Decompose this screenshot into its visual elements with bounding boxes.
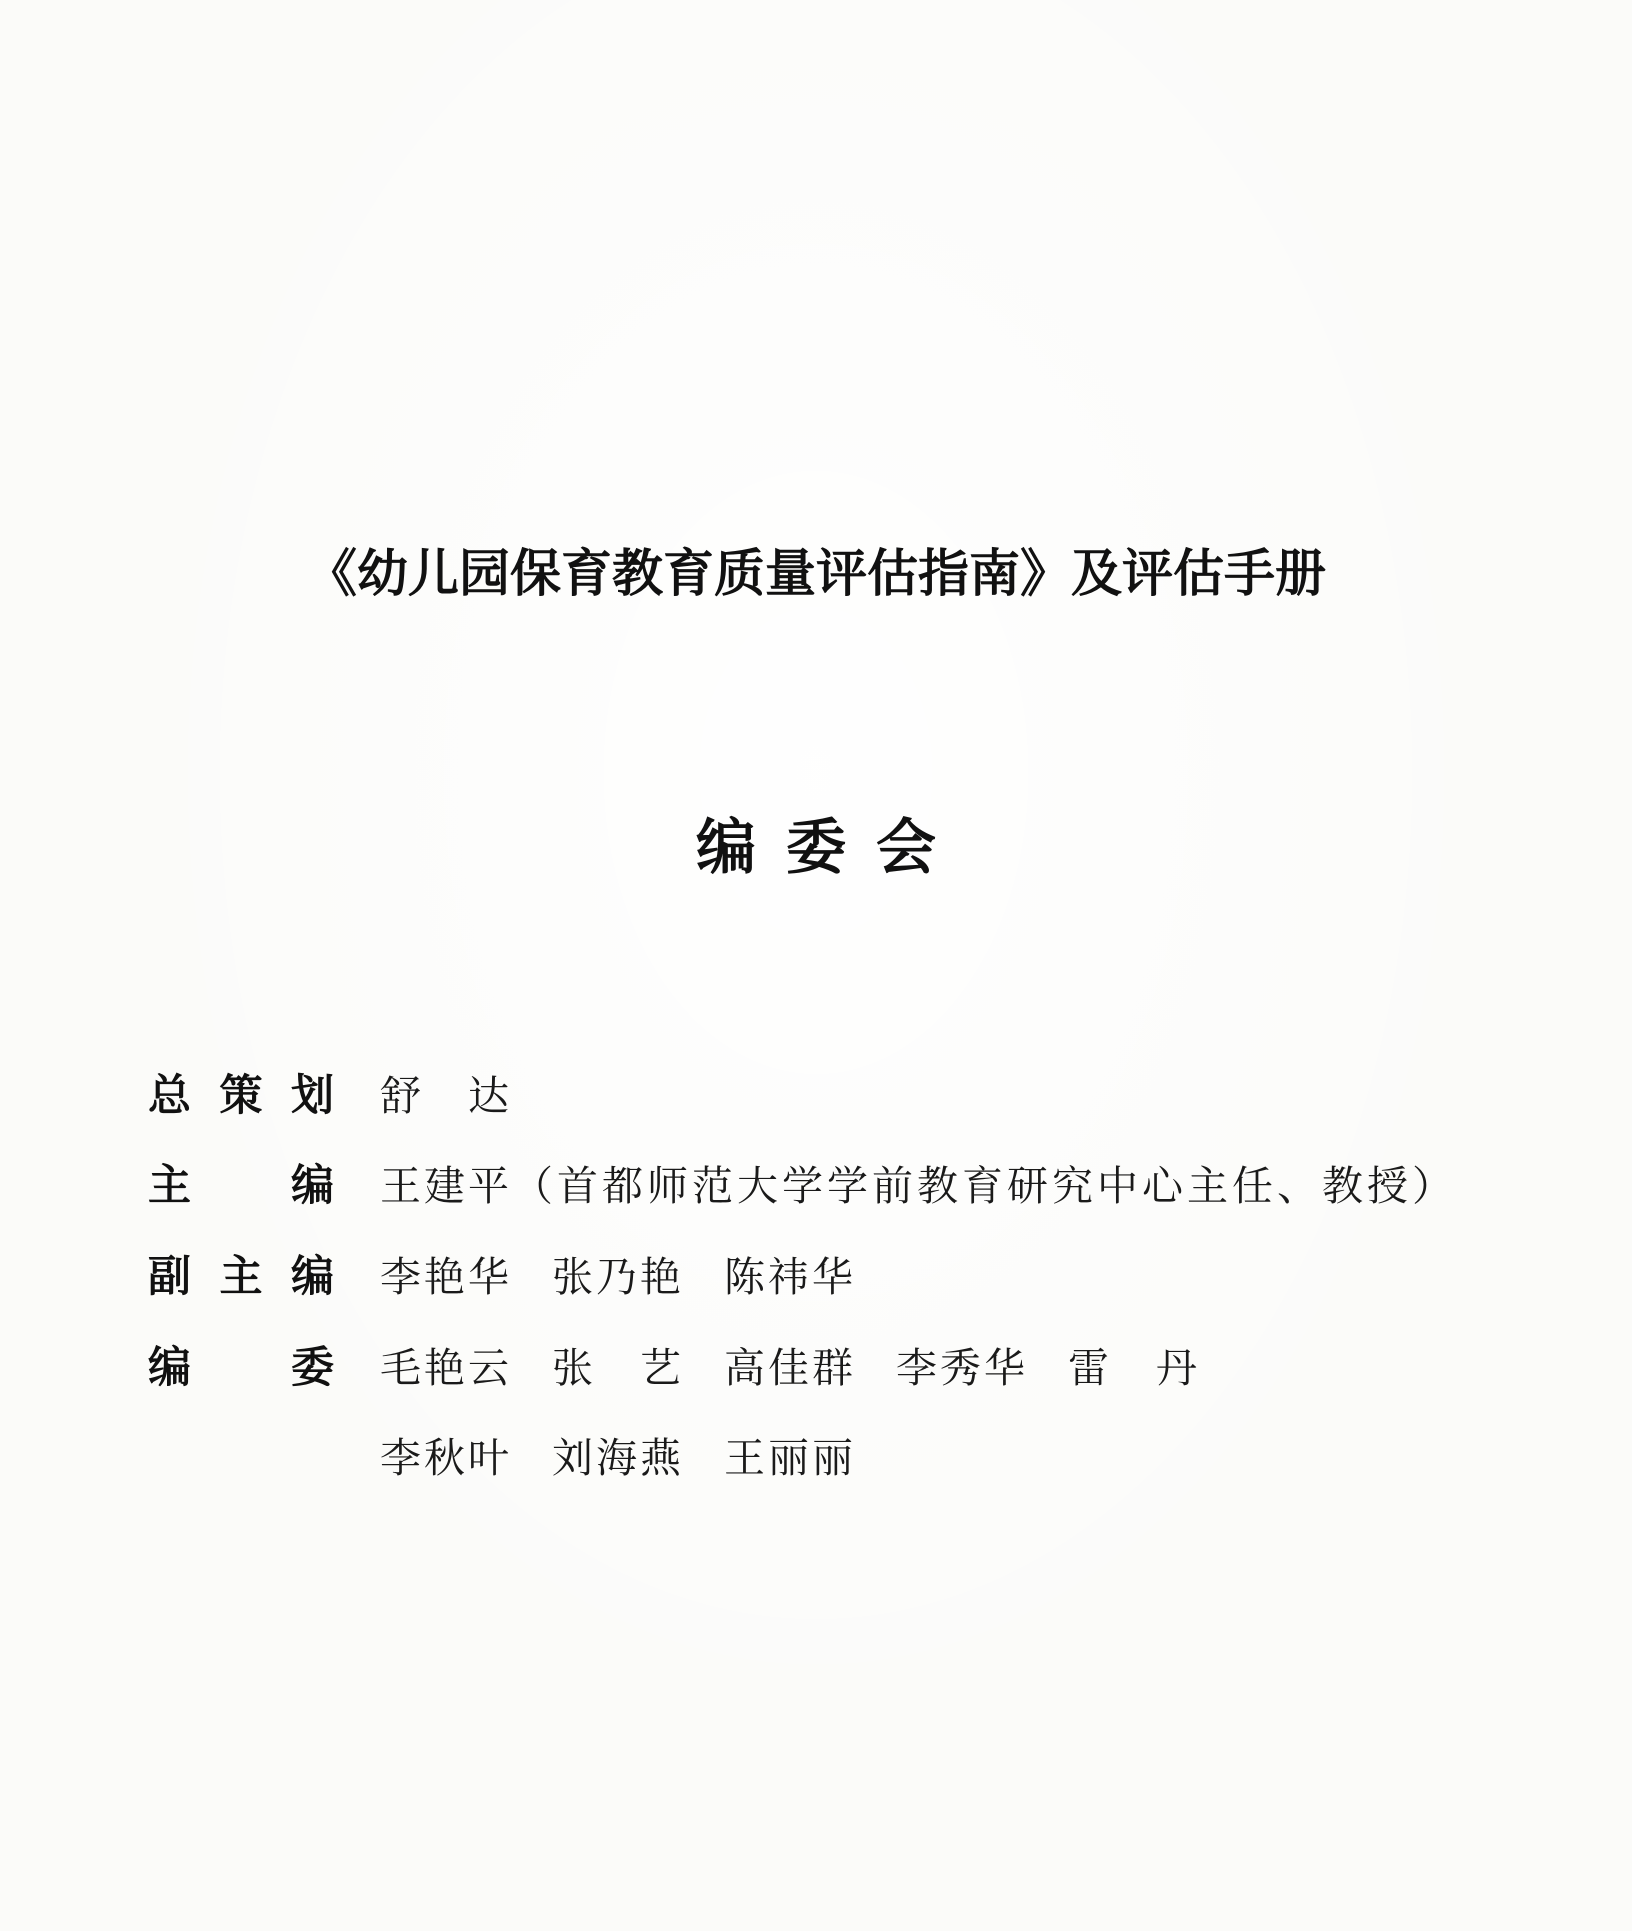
person-name: 张乃艳 — [552, 1252, 684, 1301]
committee-title: 编委会 — [696, 813, 966, 883]
person-name: 雷 丹 — [1068, 1343, 1200, 1392]
affiliation: （首都师范大学学前教育研究中心主任、教授） — [512, 1161, 1457, 1210]
role-char: 编 — [148, 1342, 191, 1393]
chief-planner-role — [148, 1062, 334, 1123]
person-name: 李艳华 — [380, 1252, 512, 1301]
role-char: 主 — [219, 1251, 263, 1302]
chief-planner-row — [148, 1062, 512, 1122]
person-name: 舒 达 — [380, 1071, 512, 1120]
role-char: 编 — [291, 1251, 334, 1302]
role-char: 主 — [148, 1160, 191, 1211]
person-name: 刘海燕 — [552, 1433, 684, 1482]
role-char: 副 — [148, 1251, 191, 1302]
person-name: 高佳群 — [724, 1343, 856, 1392]
person-name: 李秀华 — [896, 1343, 1028, 1392]
editorial-board-names — [380, 1335, 1200, 1394]
deputy-editors-role — [148, 1243, 334, 1304]
role-char: 总 — [148, 1070, 191, 1121]
book-title: 《幼儿园保育教育质量评估指南》及评估手册 — [305, 545, 1326, 604]
person-name: 陈祎华 — [724, 1252, 856, 1301]
person-name: 张 艺 — [552, 1343, 684, 1392]
person-name: 王丽丽 — [724, 1433, 856, 1482]
deputy-editors-row — [148, 1243, 856, 1303]
editorial-board-row-continued — [148, 1424, 856, 1484]
person-name: 李秋叶 — [380, 1433, 512, 1482]
editor-in-chief-row — [148, 1152, 1457, 1212]
editorial-board-row — [148, 1334, 1200, 1394]
deputy-editors-names — [380, 1244, 856, 1303]
editorial-board-role — [148, 1334, 334, 1395]
person-name: 毛艳云 — [380, 1343, 512, 1392]
chief-planner-names — [380, 1063, 512, 1122]
role-char: 划 — [291, 1070, 334, 1121]
person-name: 王建平 — [380, 1161, 512, 1210]
role-char: 策 — [219, 1070, 263, 1121]
editorial-board-names-continued — [380, 1425, 856, 1484]
role-char: 编 — [291, 1160, 334, 1211]
editor-in-chief-role — [148, 1152, 334, 1213]
editor-in-chief-names — [380, 1153, 1457, 1212]
role-char: 委 — [291, 1342, 334, 1393]
